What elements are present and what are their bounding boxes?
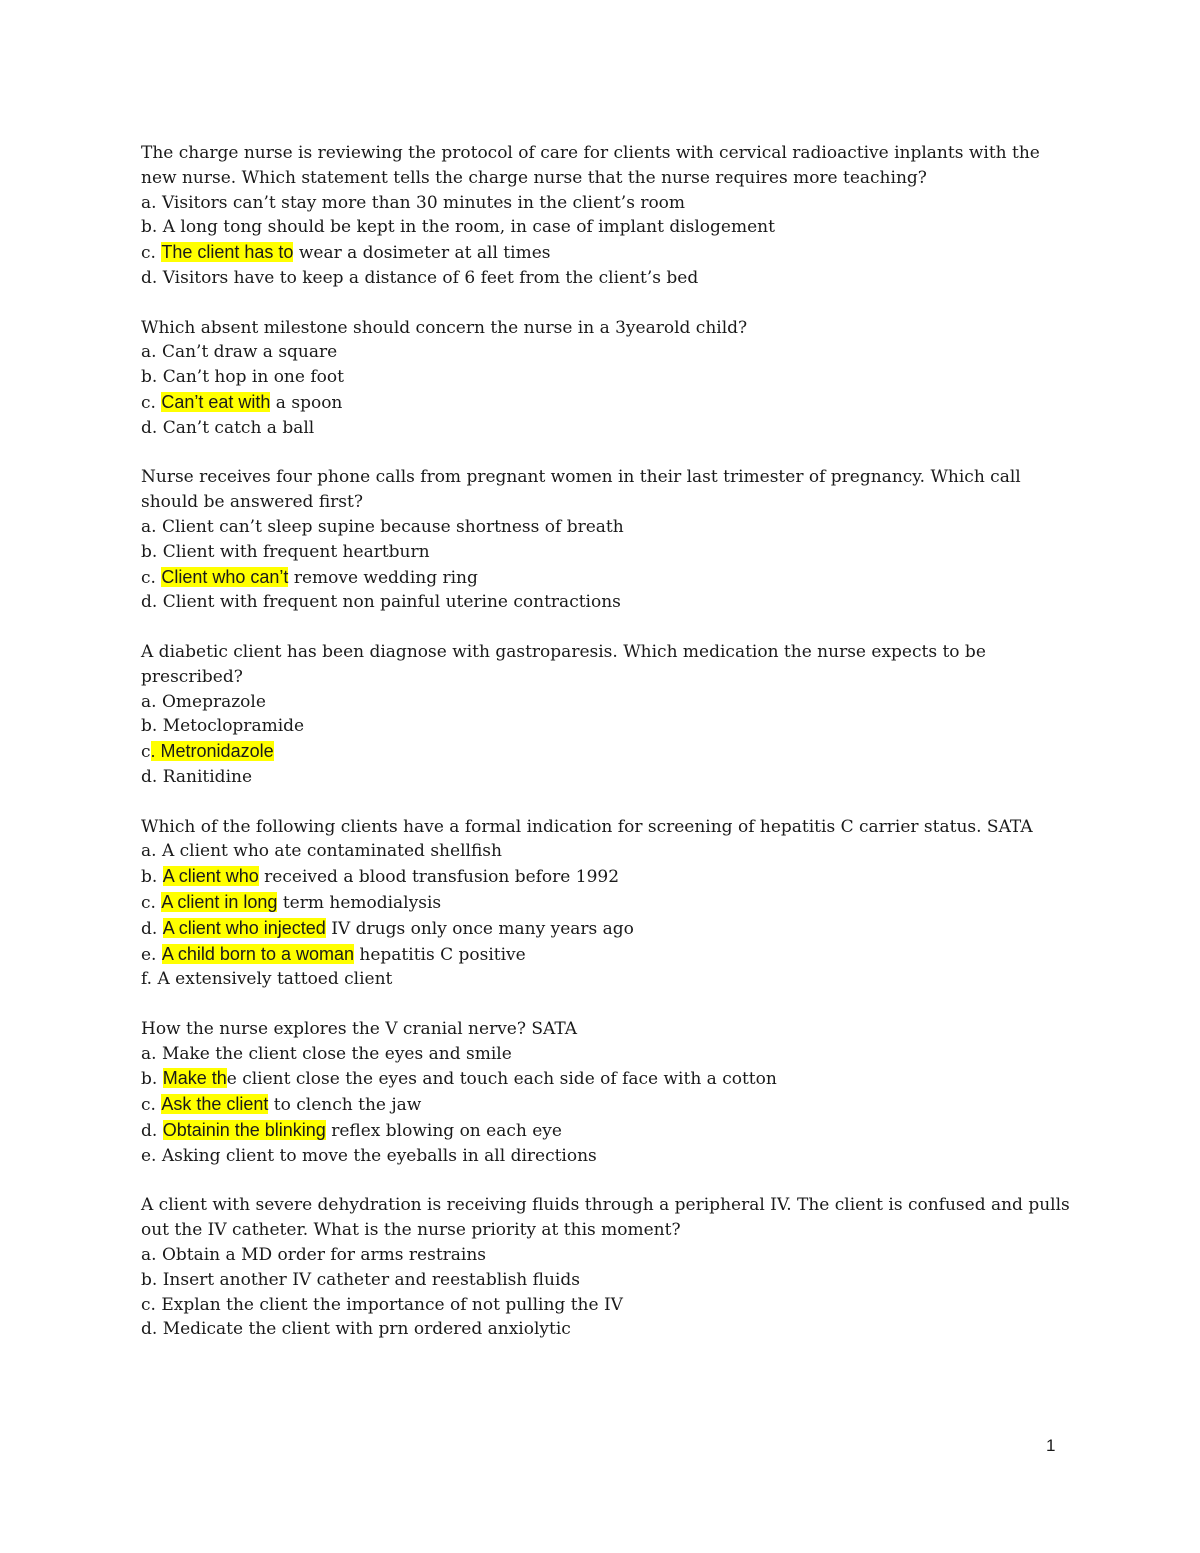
option-letter: a. bbox=[141, 1043, 162, 1064]
answer-option bbox=[141, 1268, 1071, 1293]
option-letter: a. bbox=[141, 841, 162, 862]
highlighted-answer-text: Obtainin the blinking bbox=[162, 1120, 326, 1141]
option-letter: c bbox=[141, 742, 151, 763]
option-letter: b. bbox=[141, 541, 163, 562]
option-letter: d. bbox=[141, 267, 163, 288]
option-text: IV drugs only once many years ago bbox=[325, 918, 634, 939]
option-text: received a blood transfusion before 1992 bbox=[258, 867, 620, 888]
option-text: Make the client close the eyes and smile bbox=[161, 1043, 512, 1064]
option-text: Ranitidine bbox=[162, 766, 253, 787]
option-letter: c. bbox=[141, 243, 162, 264]
answer-option bbox=[141, 942, 1071, 968]
question-block bbox=[141, 1017, 1071, 1169]
answer-option bbox=[141, 266, 1071, 291]
highlighted-answer-text: Make th bbox=[162, 1068, 227, 1089]
answer-option bbox=[141, 1293, 1071, 1318]
question-stem: Which of the following clients have a formal indication for screening of hepatitis C carrier status. SATA bbox=[141, 816, 1033, 837]
option-text: hepatitis C positive bbox=[354, 944, 526, 965]
answer-option bbox=[141, 1118, 1071, 1144]
answer-option bbox=[141, 191, 1071, 216]
option-text: A extensively tattoed client bbox=[157, 969, 393, 990]
option-letter: c. bbox=[141, 567, 162, 588]
answer-option bbox=[141, 365, 1071, 390]
highlighted-answer-text: A client who injected bbox=[162, 917, 326, 938]
answer-option bbox=[141, 714, 1071, 739]
option-text: Omeprazole bbox=[161, 691, 266, 712]
answer-option bbox=[141, 967, 1071, 992]
question-block bbox=[141, 465, 1071, 615]
answer-option bbox=[141, 739, 1071, 765]
page-number: 1 bbox=[1046, 1436, 1056, 1455]
answer-option bbox=[141, 1092, 1071, 1118]
option-letter: b. bbox=[141, 1069, 163, 1090]
answer-option bbox=[141, 215, 1071, 240]
option-letter: c. bbox=[141, 1294, 162, 1315]
answer-option bbox=[141, 1317, 1071, 1342]
question-block bbox=[141, 141, 1071, 291]
option-text: reflex blowing on each eye bbox=[325, 1121, 562, 1142]
answer-option bbox=[141, 540, 1071, 565]
option-text: Client can’t sleep supine because shortness of breath bbox=[161, 516, 624, 537]
question-stem: A client with severe dehydration is receiving fluids through a peripheral IV. The client is confused and pulls out the IV catheter. What is the nurse priority at this moment? bbox=[141, 1195, 1070, 1241]
highlighted-answer-text: A child born to a woman bbox=[161, 943, 354, 964]
answer-option bbox=[141, 515, 1071, 540]
option-text: A client who ate contaminated shellfish bbox=[161, 841, 502, 862]
option-text: Client with frequent heartburn bbox=[162, 541, 430, 562]
option-letter: b. bbox=[141, 217, 163, 238]
option-text: to clench the jaw bbox=[268, 1095, 422, 1116]
option-letter: a. bbox=[141, 192, 162, 213]
highlighted-answer-text: Client who can’t bbox=[161, 566, 289, 587]
option-letter: e. bbox=[141, 1145, 162, 1166]
option-letter: a. bbox=[141, 691, 162, 712]
highlighted-answer-text: A client in long bbox=[161, 891, 278, 912]
highlighted-answer-text: Can’t eat with bbox=[161, 391, 271, 412]
question-block bbox=[141, 316, 1071, 441]
answer-option bbox=[141, 765, 1071, 790]
option-text: Obtain a MD order for arms restrains bbox=[161, 1245, 487, 1266]
option-letter: f. bbox=[141, 969, 158, 990]
option-letter: b. bbox=[141, 716, 163, 737]
question-block bbox=[141, 815, 1071, 993]
option-text: Asking client to move the eyeballs in all directions bbox=[161, 1145, 597, 1166]
question-stem: Which absent milestone should concern the nurse in a 3yearold child? bbox=[141, 317, 748, 338]
question-block bbox=[141, 1193, 1071, 1342]
option-text: Metoclopramide bbox=[162, 716, 305, 737]
answer-option bbox=[141, 240, 1071, 266]
option-text: Can’t draw a square bbox=[161, 342, 338, 363]
option-text: Client with frequent non painful uterine contractions bbox=[162, 592, 621, 613]
option-text: a spoon bbox=[270, 392, 343, 413]
answer-option bbox=[141, 1066, 1071, 1092]
option-text: Visitors can’t stay more than 30 minutes in the client’s room bbox=[161, 192, 686, 213]
option-letter: b. bbox=[141, 367, 163, 388]
answer-option bbox=[141, 590, 1071, 615]
answer-option bbox=[141, 390, 1071, 416]
option-letter: d. bbox=[141, 918, 163, 939]
answer-option bbox=[141, 864, 1071, 890]
document-body bbox=[141, 141, 1071, 1367]
option-letter: e. bbox=[141, 944, 162, 965]
answer-option bbox=[141, 1243, 1071, 1268]
option-letter: c. bbox=[141, 1095, 162, 1116]
option-text: e client close the eyes and touch each side of face with a cotton bbox=[226, 1069, 777, 1090]
question-stem: How the nurse explores the V cranial nerve? SATA bbox=[141, 1018, 578, 1039]
answer-option bbox=[141, 340, 1071, 365]
highlighted-answer-text: Ask the client bbox=[161, 1094, 269, 1115]
option-text: Medicate the client with prn ordered anxiolytic bbox=[162, 1319, 571, 1340]
option-text: Can’t hop in one foot bbox=[162, 367, 344, 388]
highlighted-answer-text: . Metronidazole bbox=[150, 741, 274, 762]
answer-option bbox=[141, 890, 1071, 916]
option-text: Insert another IV catheter and reestablish fluids bbox=[162, 1269, 580, 1290]
option-letter: d. bbox=[141, 1319, 163, 1340]
answer-option bbox=[141, 839, 1071, 864]
option-letter: d. bbox=[141, 766, 163, 787]
answer-option bbox=[141, 1144, 1071, 1169]
option-letter: c. bbox=[141, 892, 162, 913]
question-stem: The charge nurse is reviewing the protocol of care for clients with cervical radioactive inplants with the new nurse. Which statement tells the charge nurse that the nurse requires more teaching? bbox=[141, 143, 1040, 188]
option-letter: d. bbox=[141, 1121, 163, 1142]
answer-option bbox=[141, 916, 1071, 942]
answer-option bbox=[141, 690, 1071, 715]
highlighted-answer-text: A client who bbox=[162, 866, 259, 887]
option-letter: b. bbox=[141, 1269, 163, 1290]
option-text: Explan the client the importance of not pulling the IV bbox=[161, 1294, 623, 1315]
option-text: term hemodialysis bbox=[277, 892, 442, 913]
option-letter: c. bbox=[141, 392, 162, 413]
question-stem: A diabetic client has been diagnose with gastroparesis. Which medication the nurse expects to be prescribed? bbox=[141, 641, 986, 687]
option-text: Can’t catch a ball bbox=[162, 417, 315, 438]
question-stem: Nurse receives four phone calls from pregnant women in their last trimester of pregnancy. Which call should be answered first? bbox=[141, 467, 1021, 513]
answer-option bbox=[141, 565, 1071, 591]
highlighted-answer-text: The client has to bbox=[161, 242, 294, 263]
option-letter: a. bbox=[141, 342, 162, 363]
option-letter: d. bbox=[141, 592, 163, 613]
option-letter: a. bbox=[141, 1245, 162, 1266]
option-text: wear a dosimeter at all times bbox=[293, 243, 551, 264]
option-text: A long tong should be kept in the room, in case of implant dislogement bbox=[162, 217, 775, 238]
option-text: remove wedding ring bbox=[288, 567, 478, 588]
answer-option bbox=[141, 416, 1071, 441]
option-text: Visitors have to keep a distance of 6 feet from the client’s bed bbox=[162, 267, 699, 288]
option-letter: a. bbox=[141, 516, 162, 537]
option-letter: d. bbox=[141, 417, 163, 438]
option-letter: b. bbox=[141, 867, 163, 888]
question-block bbox=[141, 640, 1071, 790]
answer-option bbox=[141, 1042, 1071, 1067]
